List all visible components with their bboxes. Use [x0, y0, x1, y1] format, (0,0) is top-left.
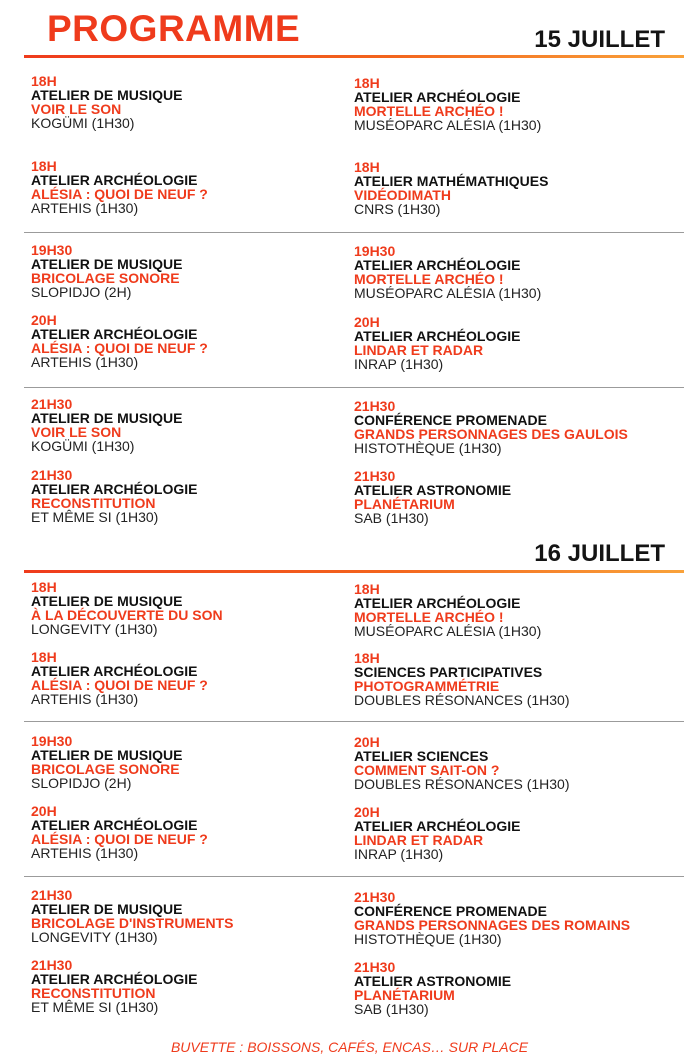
event-organizer: DOUBLES RÉSONANCES (1H30)	[354, 776, 570, 792]
date-heading-16-juillet: 16 JUILLET	[534, 540, 665, 567]
list-item	[354, 469, 694, 525]
event-subtitle: ALÉSIA : QUOI DE NEUF ?	[31, 831, 208, 847]
list-item	[354, 76, 694, 132]
event-time: 21H30	[31, 957, 73, 973]
event-time: 21H30	[354, 398, 396, 414]
day2-rule	[24, 570, 684, 573]
event-time: 18H	[31, 73, 57, 89]
event-subtitle: BRICOLAGE D'INSTRUMENTS	[31, 915, 234, 931]
separator-line	[24, 387, 684, 388]
event-time: 21H30	[31, 396, 73, 412]
event-time: 21H30	[354, 889, 396, 905]
event-name: ATELIER ARCHÉOLOGIE	[354, 818, 521, 834]
event-time: 18H	[354, 75, 380, 91]
list-item	[354, 960, 694, 1016]
event-name: ATELIER ARCHÉOLOGIE	[354, 89, 521, 105]
list-item	[354, 582, 694, 638]
event-organizer: ARTEHIS (1H30)	[31, 200, 139, 216]
list-item	[354, 890, 694, 946]
event-organizer: ET MÊME SI (1H30)	[31, 999, 159, 1015]
list-item	[31, 804, 371, 860]
event-organizer: SLOPIDJO (2H)	[31, 775, 132, 791]
list-item	[31, 313, 371, 369]
event-name: ATELIER DE MUSIQUE	[31, 593, 183, 609]
event-organizer: MUSÉOPARC ALÉSIA (1H30)	[354, 623, 542, 639]
event-time: 20H	[354, 734, 380, 750]
event-organizer: CNRS (1H30)	[354, 201, 441, 217]
event-time: 18H	[354, 159, 380, 175]
event-organizer: HISTOTHÈQUE (1H30)	[354, 440, 502, 456]
event-subtitle: MORTELLE ARCHÉO !	[354, 271, 504, 287]
event-organizer: MUSÉOPARC ALÉSIA (1H30)	[354, 117, 542, 133]
event-name: ATELIER ARCHÉOLOGIE	[31, 663, 198, 679]
event-time: 20H	[354, 804, 380, 820]
event-subtitle: ALÉSIA : QUOI DE NEUF ?	[31, 186, 208, 202]
event-organizer: SAB (1H30)	[354, 1001, 429, 1017]
event-subtitle: BRICOLAGE SONORE	[31, 761, 180, 777]
list-item	[354, 244, 694, 300]
event-subtitle: PLANÉTARIUM	[354, 987, 455, 1003]
event-name: ATELIER DE MUSIQUE	[31, 901, 183, 917]
event-subtitle: VOIR LE SON	[31, 101, 122, 117]
separator-line	[24, 876, 684, 877]
event-name: ATELIER ASTRONOMIE	[354, 482, 512, 498]
event-organizer: MUSÉOPARC ALÉSIA (1H30)	[354, 285, 542, 301]
event-name: ATELIER ARCHÉOLOGIE	[31, 481, 198, 497]
event-name: ATELIER DE MUSIQUE	[31, 747, 183, 763]
event-time: 18H	[354, 581, 380, 597]
event-time: 21H30	[354, 468, 396, 484]
event-time: 18H	[31, 649, 57, 665]
event-name: ATELIER DE MUSIQUE	[31, 87, 183, 103]
event-subtitle: RECONSTITUTION	[31, 495, 156, 511]
event-subtitle: VOIR LE SON	[31, 424, 122, 440]
event-name: ATELIER ARCHÉOLOGIE	[31, 817, 198, 833]
event-subtitle: LINDAR ET RADAR	[354, 832, 484, 848]
event-subtitle: À LA DÉCOUVERTE DU SON	[31, 607, 223, 623]
event-subtitle: PHOTOGRAMMÉTRIE	[354, 678, 500, 694]
event-organizer: INRAP (1H30)	[354, 356, 444, 372]
list-item	[31, 243, 371, 299]
list-item	[31, 397, 371, 453]
event-time: 18H	[354, 650, 380, 666]
event-name: ATELIER ARCHÉOLOGIE	[31, 172, 198, 188]
event-name: ATELIER ARCHÉOLOGIE	[354, 595, 521, 611]
event-subtitle: GRANDS PERSONNAGES DES ROMAINS	[354, 917, 631, 933]
event-organizer: LONGEVITY (1H30)	[31, 621, 158, 637]
event-name: ATELIER MATHÉMATHIQUES	[354, 173, 549, 189]
event-name: ATELIER ASTRONOMIE	[354, 973, 512, 989]
list-item	[31, 888, 371, 944]
event-name: ATELIER ARCHÉOLOGIE	[354, 328, 521, 344]
event-subtitle: ALÉSIA : QUOI DE NEUF ?	[31, 677, 208, 693]
event-subtitle: VIDÉODIMATH	[354, 187, 451, 203]
event-organizer: INRAP (1H30)	[354, 846, 444, 862]
event-time: 19H30	[31, 733, 73, 749]
event-organizer: SLOPIDJO (2H)	[31, 284, 132, 300]
separator-line	[24, 232, 684, 233]
event-time: 20H	[31, 803, 57, 819]
event-organizer: KOGÜMI (1H30)	[31, 115, 135, 131]
event-name: ATELIER DE MUSIQUE	[31, 410, 183, 426]
header-rule	[24, 55, 684, 58]
list-item	[31, 650, 371, 706]
event-time: 18H	[31, 579, 57, 595]
event-subtitle: PLANÉTARIUM	[354, 496, 455, 512]
list-item	[354, 735, 694, 791]
event-organizer: ARTEHIS (1H30)	[31, 845, 139, 861]
event-organizer: DOUBLES RÉSONANCES (1H30)	[354, 692, 570, 708]
list-item	[354, 399, 694, 455]
event-organizer: ARTEHIS (1H30)	[31, 691, 139, 707]
list-item	[354, 805, 694, 861]
event-time: 19H30	[354, 243, 396, 259]
event-subtitle: BRICOLAGE SONORE	[31, 270, 180, 286]
event-subtitle: LINDAR ET RADAR	[354, 342, 484, 358]
page-title: PROGRAMME	[47, 8, 301, 49]
event-time: 20H	[31, 312, 57, 328]
event-organizer: LONGEVITY (1H30)	[31, 929, 158, 945]
event-time: 21H30	[354, 959, 396, 975]
event-time: 21H30	[31, 467, 73, 483]
event-name: CONFÉRENCE PROMENADE	[354, 903, 547, 919]
event-time: 20H	[354, 314, 380, 330]
event-subtitle: ALÉSIA : QUOI DE NEUF ?	[31, 340, 208, 356]
event-time: 21H30	[31, 887, 73, 903]
event-subtitle: COMMENT SAIT-ON ?	[354, 762, 500, 778]
event-organizer: ARTEHIS (1H30)	[31, 354, 139, 370]
event-subtitle: RECONSTITUTION	[31, 985, 156, 1001]
event-name: ATELIER ARCHÉOLOGIE	[31, 326, 198, 342]
event-name: ATELIER DE MUSIQUE	[31, 256, 183, 272]
event-organizer: ET MÊME SI (1H30)	[31, 509, 159, 525]
event-name: ATELIER ARCHÉOLOGIE	[31, 971, 198, 987]
event-subtitle: GRANDS PERSONNAGES DES GAULOIS	[354, 426, 628, 442]
list-item	[31, 159, 371, 215]
list-item	[31, 468, 371, 524]
event-time: 19H30	[31, 242, 73, 258]
event-name: ATELIER SCIENCES	[354, 748, 489, 764]
list-item	[354, 160, 694, 216]
footer-note: BUVETTE : BOISSONS, CAFÉS, ENCAS… SUR PLACE	[170, 1039, 529, 1055]
list-item	[31, 958, 371, 1014]
event-organizer: HISTOTHÈQUE (1H30)	[354, 931, 502, 947]
list-item	[354, 315, 694, 371]
event-time: 18H	[31, 158, 57, 174]
list-item	[31, 734, 371, 790]
separator-line	[24, 721, 684, 722]
event-name: ATELIER ARCHÉOLOGIE	[354, 257, 521, 273]
list-item	[31, 74, 371, 130]
list-item	[31, 580, 371, 636]
event-name: CONFÉRENCE PROMENADE	[354, 412, 547, 428]
event-organizer: KOGÜMI (1H30)	[31, 438, 135, 454]
event-organizer: SAB (1H30)	[354, 510, 429, 526]
event-subtitle: MORTELLE ARCHÉO !	[354, 103, 504, 119]
event-name: SCIENCES PARTICIPATIVES	[354, 664, 543, 680]
event-subtitle: MORTELLE ARCHÉO !	[354, 609, 504, 625]
date-heading-15-juillet: 15 JUILLET	[534, 26, 665, 53]
list-item	[354, 651, 694, 707]
